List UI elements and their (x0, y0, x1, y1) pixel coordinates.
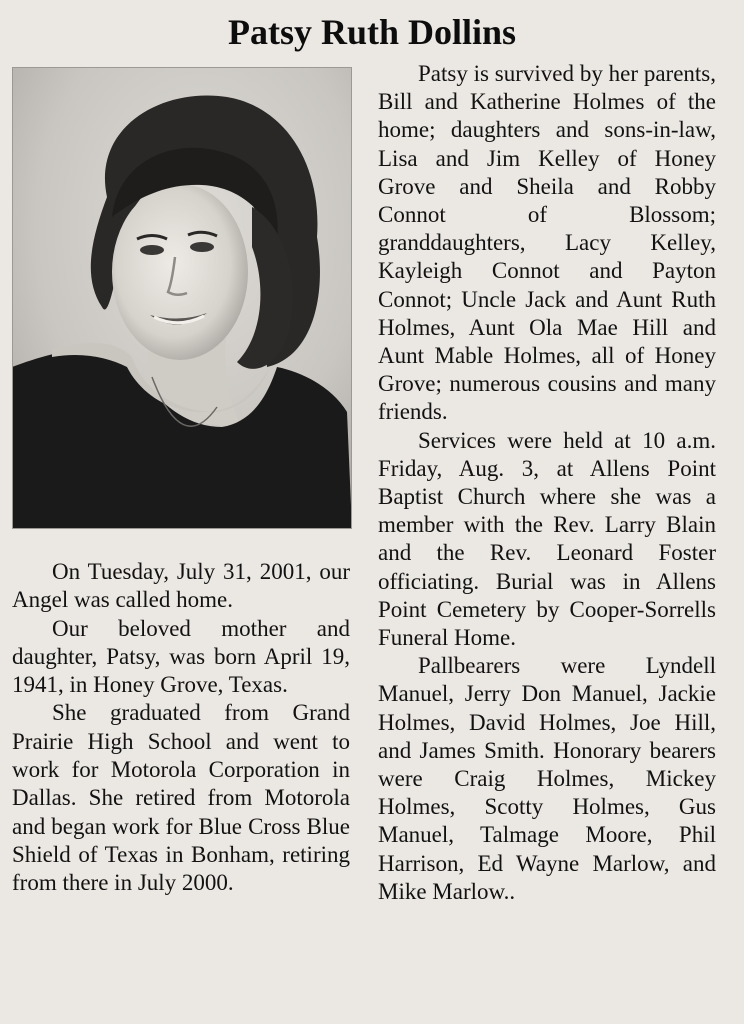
paragraph-services: Services were held at 10 a.m. Friday, Aug. 3, at Allens Point Baptist Church where she was a member with the Rev. Larry Blain and the Rev. Leonard Foster officiating. Burial was in Allens Point Cemetery by Cooper-Sorrells Funeral Home. (378, 427, 716, 651)
paragraph-career: She graduated from Grand Prairie High School and went to work for Motorola Corporation in Dallas. She retired from Motorola and began work for Blue Cross Blue Shield of Texas in Bonham, retiring from there in July 2000. (12, 700, 350, 896)
paragraph-pallbearers: Pallbearers were Lyndell Manuel, Jerry Don Manuel, Jackie Holmes, David Holmes, Joe Hill, and James Smith. Honorary bearers were Craig Holmes, Mickey Holmes, Scotty Holmes, Gus Manuel, Talmage Moore, Phil Harrison, Ed Wayne Marlow, and Mike Marlow.. (378, 653, 716, 904)
paragraph-survivors: Patsy is survived by her parents, Bill and Katherine Holmes of the home; daughters and sons-in-law, Lisa and Jim Kelley of Honey Grove and Sheila and Robby Connot of Blossom; granddaughters, Lacy Kelley, Kayleigh Connot and Payton Connot; Uncle Jack and Aunt Ruth Holmes, Aunt Ola Mae Hill and Aunt Mable Holmes, all of Honey Grove; numerous cousins and many friends. (378, 61, 716, 425)
headline: Patsy Ruth Dollins (227, 12, 517, 52)
paragraph-birth: Our beloved mother and daughter, Patsy, was born April 19, 1941, in Honey Grove, Texas. (12, 615, 350, 698)
portrait-photo-icon (12, 67, 352, 529)
right-column (378, 60, 716, 906)
portrait-photo (12, 67, 352, 529)
paragraph-death-notice: On Tuesday, July 31, 2001, our Angel was called home. (12, 559, 350, 613)
left-column (12, 558, 350, 898)
